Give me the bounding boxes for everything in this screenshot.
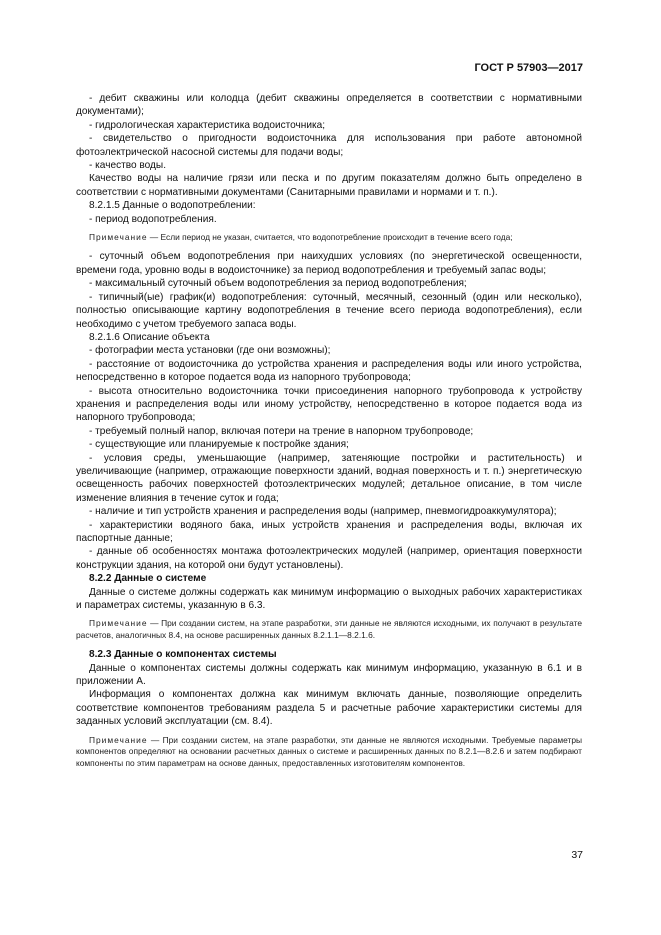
- page-number: 37: [571, 849, 583, 861]
- list-item: - максимальный суточный объем водопотребления за период водопотребления;: [89, 278, 467, 290]
- list-item: - фотографии места установки (где они возможны);: [89, 345, 331, 357]
- note-label: Примечание: [89, 734, 148, 745]
- note-text: — При создании систем, на этапе разработки, эти данные не являются исходными, их получают в результате расчетов, аналогичных 8.4, на основе расширенных данных 8.2.1.1—8.2.1.6.: [76, 618, 582, 640]
- list-item: - качество воды.: [89, 160, 166, 172]
- note: [76, 735, 582, 769]
- list-item: - требуемый полный напор, включая потери на трение в напорном трубопроводе;: [89, 425, 474, 437]
- list-item: - данные об особенностях монтажа фотоэлектрических модулей (например, ориентация поверхности конструкции здания, на которой они будут установлены).: [76, 546, 582, 571]
- section-heading-8-2-3: 8.2.3 Данные о компонентах системы: [89, 649, 277, 661]
- list-item: - условия среды, уменьшающие (например, затеняющие постройки и растительность) и увеличивающие (например, отражающие поверхности зданий, водная поверхность и т. п.) энергетическую освещенность рабочих поверхностей фотоэлектрических модулей; детальное описание, в том числе изменение влияния в течение суток и года;: [76, 452, 582, 504]
- list-item: - характеристики водяного бака, иных устройств хранения и распределения воды, включая их паспортные данные;: [76, 519, 582, 544]
- note: [76, 232, 582, 243]
- list-item: - существующие или планируемые к постройке здания;: [89, 439, 349, 451]
- list-item: - период водопотребления.: [89, 213, 217, 225]
- clause-heading: 8.2.1.5 Данные о водопотреблении:: [89, 200, 256, 212]
- list-item: - высота относительно водоисточника точки присоединения напорного трубопровода к устройству хранения и распределения воды или иному устройству, непосредственно в которое подается вода из напорного трубопровода;: [76, 385, 582, 424]
- note-label: Примечание: [89, 232, 148, 243]
- list-item: - расстояние от водоисточника до устройства хранения и распределения воды или иного устройства, непосредственно в которое подается вода из напорного трубопровода;: [76, 358, 582, 384]
- paragraph: Данные о компонентах системы должны содержать как минимум информацию, указанную в 6.1 и в приложении А.: [76, 662, 582, 688]
- paragraph: Качество воды на наличие грязи или песка и по другим показателям должно быть определено в соответствии с нормативными документами (Санитарными правилами и нормами и т. п.).: [76, 173, 582, 198]
- section-heading-8-2-2: 8.2.2 Данные о системе: [89, 573, 207, 585]
- list-item: - наличие и тип устройств хранения и распределения воды (например, пневмогидроаккумулятора);: [89, 506, 557, 518]
- note-text: — При создании систем, на этапе разработки, эти данные не являются исходными. Требуемые параметры компонентов определяют на основании расчетных данных о системе и расширенных данных по 8.2.1—8.2.6 и затем подбирают компоненты по этим параметрам на основе данных, предоставленных изготовителям компонентов.: [76, 734, 582, 768]
- note-label: Примечание: [89, 618, 148, 629]
- paragraph: Информация о компонентах должна как минимум включать данные, позволяющие определить соответствие компонентов требованиям раздела 5 и расчетные рабочие характеристики системы для заданных условий эксплуатации (см. 8.4).: [76, 689, 582, 728]
- note: [76, 618, 582, 641]
- page-body: [76, 92, 582, 776]
- paragraph: Данные о системе должны содержать как минимум информацию о выходных рабочих характеристиках и параметрах системы, указанную в 6.3.: [76, 586, 582, 612]
- note-text: — Если период не указан, считается, что водопотребление происходит в течение всего года;: [147, 232, 513, 243]
- standard-code-header: ГОСТ Р 57903—2017: [474, 62, 583, 74]
- clause-heading: 8.2.1.6 Описание объекта: [89, 331, 210, 343]
- list-item: - суточный объем водопотребления при наихудших условиях (по энергетической освещенности, времени года, уровню воды в водоисточнике) за период водопотребления и требуемый запас воды;: [76, 251, 582, 276]
- list-item: - свидетельство о пригодности водоисточника для использования при работе автономной фотоэлектрической насосной системы для подачи воды;: [76, 133, 582, 158]
- list-item: - дебит скважины или колодца (дебит скважины определяется в соответствии с нормативными документами);: [76, 93, 582, 118]
- list-item: - типичный(ые) график(и) водопотребления: суточный, месячный, сезонный (один или несколько), полностью описывающие картину водопотребления в течение всего периода водопотребления), если необходимо с учетом требуемого запаса воды.: [76, 291, 582, 330]
- list-item: - гидрологическая характеристика водоисточника;: [89, 119, 326, 131]
